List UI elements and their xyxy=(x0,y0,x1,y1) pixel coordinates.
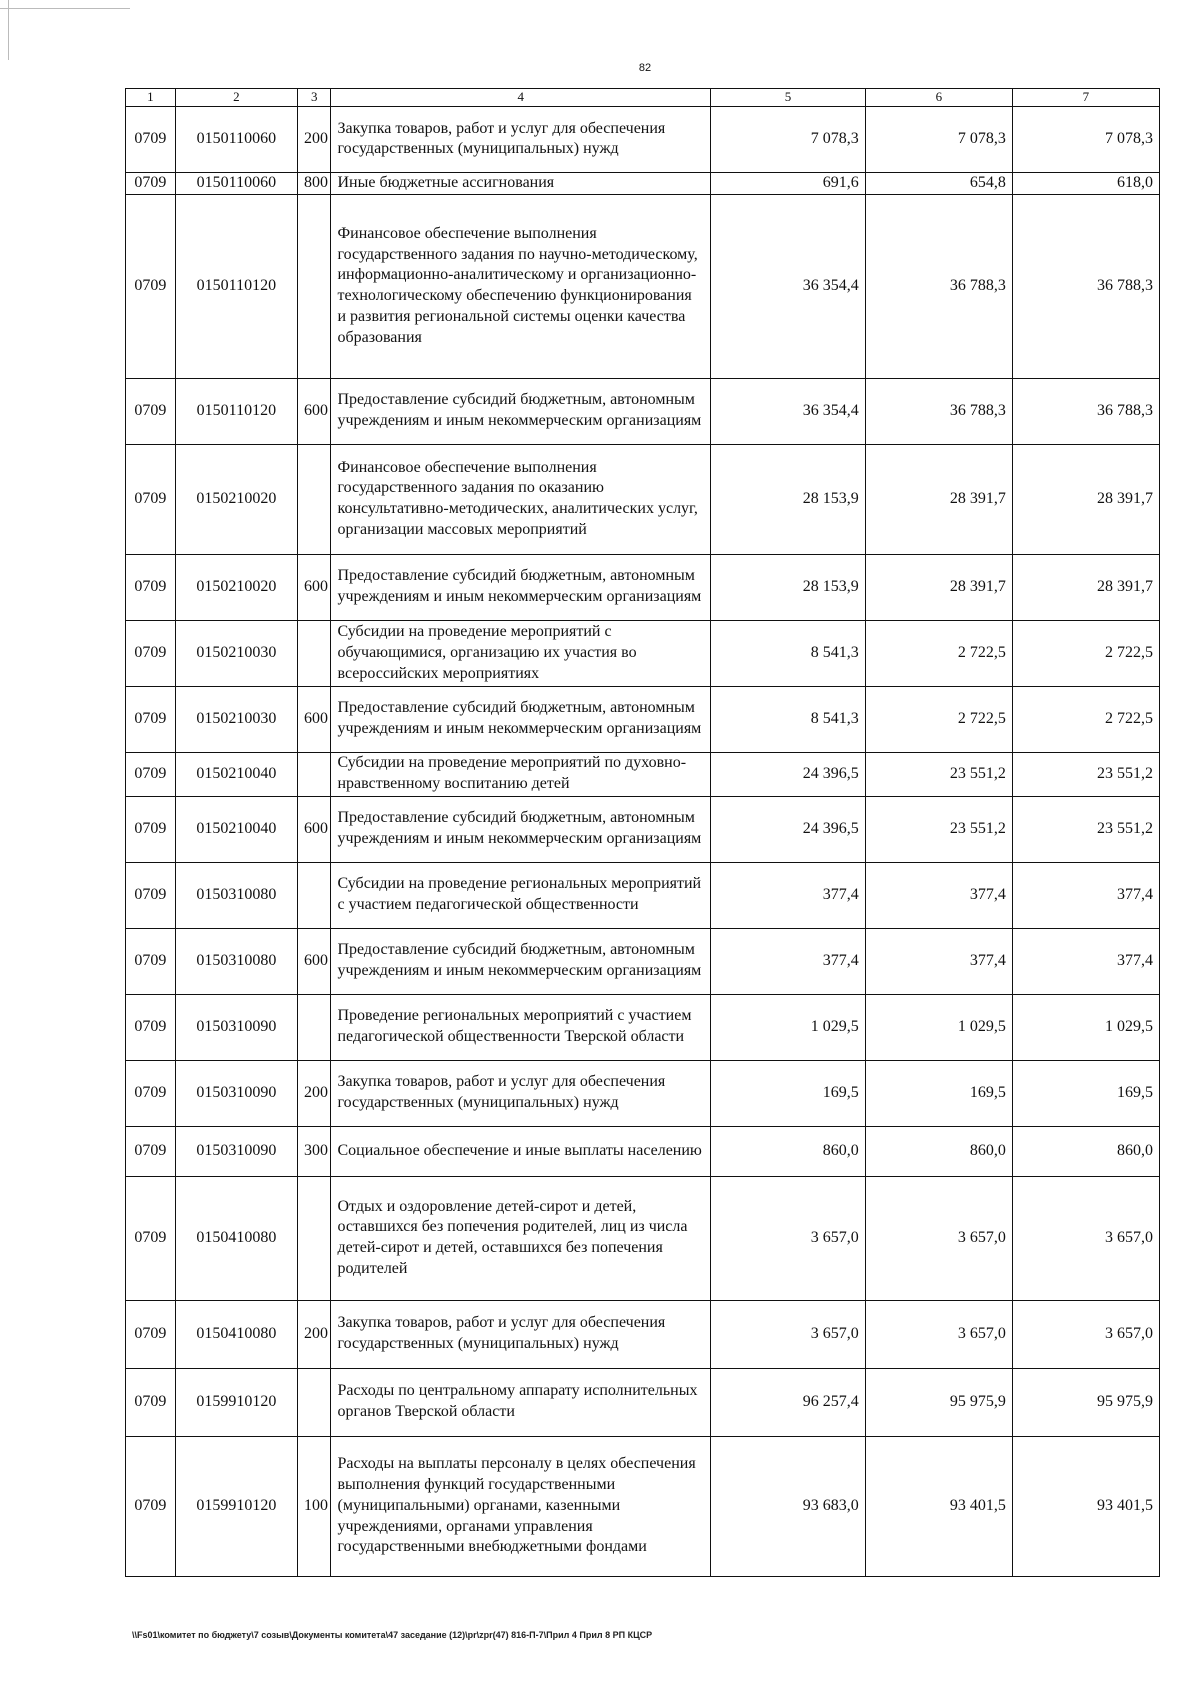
amount-year-3: 377,4 xyxy=(1012,862,1159,928)
amount-year-2: 95 975,9 xyxy=(865,1368,1012,1436)
table-row xyxy=(126,1176,1160,1300)
amount-year-1: 691,6 xyxy=(711,172,866,194)
target-code: 0150310080 xyxy=(175,928,297,994)
target-code: 0150110060 xyxy=(175,106,297,172)
amount-year-2: 2 722,5 xyxy=(865,686,1012,752)
amount-year-2: 2 722,5 xyxy=(865,620,1012,686)
amount-year-1: 28 153,9 xyxy=(711,554,866,620)
column-header: 2 xyxy=(175,89,297,107)
budget-table xyxy=(125,88,1160,1577)
amount-year-1: 377,4 xyxy=(711,928,866,994)
target-code: 0150310090 xyxy=(175,1060,297,1126)
item-name: Проведение региональных мероприятий с участием педагогической общественности Тверской области xyxy=(331,994,711,1060)
column-header: 1 xyxy=(126,89,176,107)
item-name: Финансовое обеспечение выполнения государственного задания по оказанию консультативно-методических, аналитических услуг, организации массовых мероприятий xyxy=(331,444,711,554)
target-code: 0150210020 xyxy=(175,444,297,554)
target-code: 0150210030 xyxy=(175,686,297,752)
item-name: Социальное обеспечение и иные выплаты населению xyxy=(331,1126,711,1176)
amount-year-2: 7 078,3 xyxy=(865,106,1012,172)
amount-year-2: 377,4 xyxy=(865,862,1012,928)
expense-type: 200 xyxy=(297,1300,331,1368)
amount-year-3: 93 401,5 xyxy=(1012,1436,1159,1576)
table-row xyxy=(126,1300,1160,1368)
section-code: 0709 xyxy=(126,620,176,686)
column-header: 7 xyxy=(1012,89,1159,107)
amount-year-2: 36 788,3 xyxy=(865,194,1012,378)
item-name: Закупка товаров, работ и услуг для обеспечения государственных (муниципальных) нужд xyxy=(331,106,711,172)
section-code: 0709 xyxy=(126,194,176,378)
amount-year-3: 377,4 xyxy=(1012,928,1159,994)
expense-type: 100 xyxy=(297,1436,331,1576)
section-code: 0709 xyxy=(126,554,176,620)
table-row xyxy=(126,1368,1160,1436)
section-code: 0709 xyxy=(126,378,176,444)
amount-year-3: 95 975,9 xyxy=(1012,1368,1159,1436)
amount-year-1: 28 153,9 xyxy=(711,444,866,554)
target-code: 0150210030 xyxy=(175,620,297,686)
section-code: 0709 xyxy=(126,1300,176,1368)
item-name: Предоставление субсидий бюджетным, автономным учреждениям и иным некоммерческим организациям xyxy=(331,928,711,994)
amount-year-1: 36 354,4 xyxy=(711,378,866,444)
column-header: 3 xyxy=(297,89,331,107)
amount-year-1: 1 029,5 xyxy=(711,994,866,1060)
amount-year-1: 93 683,0 xyxy=(711,1436,866,1576)
table-row xyxy=(126,928,1160,994)
item-name: Предоставление субсидий бюджетным, автономным учреждениям и иным некоммерческим организациям xyxy=(331,686,711,752)
table-row xyxy=(126,106,1160,172)
table-row xyxy=(126,994,1160,1060)
expense-type: 200 xyxy=(297,106,331,172)
section-code: 0709 xyxy=(126,862,176,928)
amount-year-2: 169,5 xyxy=(865,1060,1012,1126)
amount-year-3: 1 029,5 xyxy=(1012,994,1159,1060)
amount-year-2: 28 391,7 xyxy=(865,444,1012,554)
table-row xyxy=(126,554,1160,620)
amount-year-3: 2 722,5 xyxy=(1012,620,1159,686)
target-code: 0159910120 xyxy=(175,1436,297,1576)
section-code: 0709 xyxy=(126,686,176,752)
column-header: 5 xyxy=(711,89,866,107)
target-code: 0150210020 xyxy=(175,554,297,620)
table-row xyxy=(126,796,1160,862)
expense-type xyxy=(297,620,331,686)
amount-year-1: 24 396,5 xyxy=(711,796,866,862)
item-name: Отдых и оздоровление детей-сирот и детей, оставшихся без попечения родителей, лиц из числа детей-сирот и детей, оставшихся без попечения родителей xyxy=(331,1176,711,1300)
item-name: Расходы на выплаты персоналу в целях обеспечения выполнения функций государственными (муниципальными) органами, казенными учреждениями, органами управления государственными внебюджетными фондами xyxy=(331,1436,711,1576)
section-code: 0709 xyxy=(126,928,176,994)
expense-type xyxy=(297,1176,331,1300)
amount-year-3: 36 788,3 xyxy=(1012,378,1159,444)
table-row xyxy=(126,172,1160,194)
expense-type: 600 xyxy=(297,554,331,620)
amount-year-2: 1 029,5 xyxy=(865,994,1012,1060)
target-code: 0150410080 xyxy=(175,1300,297,1368)
amount-year-1: 377,4 xyxy=(711,862,866,928)
amount-year-1: 96 257,4 xyxy=(711,1368,866,1436)
expense-type: 600 xyxy=(297,796,331,862)
section-code: 0709 xyxy=(126,752,176,796)
item-name: Субсидии на проведение мероприятий по духовно-нравственному воспитанию детей xyxy=(331,752,711,796)
file-path-footer: \\Fs01\комитет по бюджету\7 созыв\Документы комитета\47 заседание (12)\pr\zpr(47) 816-П-7\Прил 4 Прил 8 РП КЦСР xyxy=(132,1630,653,1640)
amount-year-3: 860,0 xyxy=(1012,1126,1159,1176)
amount-year-1: 3 657,0 xyxy=(711,1300,866,1368)
amount-year-3: 7 078,3 xyxy=(1012,106,1159,172)
amount-year-3: 3 657,0 xyxy=(1012,1176,1159,1300)
expense-type: 600 xyxy=(297,686,331,752)
scan-edge-mark xyxy=(0,0,9,60)
item-name: Финансовое обеспечение выполнения государственного задания по научно-методическому, информационно-аналитическому и организационно-технологическому обеспечению функционирования и развития региональной системы оценки качества образования xyxy=(331,194,711,378)
target-code: 0150410080 xyxy=(175,1176,297,1300)
table-row xyxy=(126,620,1160,686)
amount-year-1: 8 541,3 xyxy=(711,620,866,686)
expense-type: 600 xyxy=(297,928,331,994)
amount-year-2: 36 788,3 xyxy=(865,378,1012,444)
target-code: 0150110120 xyxy=(175,378,297,444)
section-code: 0709 xyxy=(126,1436,176,1576)
table-row xyxy=(126,862,1160,928)
amount-year-2: 23 551,2 xyxy=(865,752,1012,796)
item-name: Расходы по центральному аппарату исполнительных органов Тверской области xyxy=(331,1368,711,1436)
target-code: 0150110060 xyxy=(175,172,297,194)
column-header: 4 xyxy=(331,89,711,107)
amount-year-3: 169,5 xyxy=(1012,1060,1159,1126)
section-code: 0709 xyxy=(126,1060,176,1126)
expense-type: 200 xyxy=(297,1060,331,1126)
expense-type: 300 xyxy=(297,1126,331,1176)
amount-year-3: 28 391,7 xyxy=(1012,444,1159,554)
expense-type xyxy=(297,444,331,554)
section-code: 0709 xyxy=(126,172,176,194)
item-name: Иные бюджетные ассигнования xyxy=(331,172,711,194)
amount-year-1: 36 354,4 xyxy=(711,194,866,378)
section-code: 0709 xyxy=(126,796,176,862)
expense-type xyxy=(297,752,331,796)
amount-year-3: 3 657,0 xyxy=(1012,1300,1159,1368)
target-code: 0150310090 xyxy=(175,1126,297,1176)
amount-year-1: 169,5 xyxy=(711,1060,866,1126)
item-name: Закупка товаров, работ и услуг для обеспечения государственных (муниципальных) нужд xyxy=(331,1300,711,1368)
amount-year-3: 618,0 xyxy=(1012,172,1159,194)
target-code: 0150210040 xyxy=(175,796,297,862)
amount-year-1: 8 541,3 xyxy=(711,686,866,752)
section-code: 0709 xyxy=(126,1368,176,1436)
item-name: Закупка товаров, работ и услуг для обеспечения государственных (муниципальных) нужд xyxy=(331,1060,711,1126)
table-row xyxy=(126,1126,1160,1176)
expense-type: 800 xyxy=(297,172,331,194)
amount-year-2: 93 401,5 xyxy=(865,1436,1012,1576)
amount-year-3: 23 551,2 xyxy=(1012,796,1159,862)
expense-type xyxy=(297,862,331,928)
item-name: Предоставление субсидий бюджетным, автономным учреждениям и иным некоммерческим организациям xyxy=(331,378,711,444)
expense-type xyxy=(297,994,331,1060)
section-code: 0709 xyxy=(126,1126,176,1176)
amount-year-1: 7 078,3 xyxy=(711,106,866,172)
expense-type: 600 xyxy=(297,378,331,444)
target-code: 0150310080 xyxy=(175,862,297,928)
amount-year-2: 23 551,2 xyxy=(865,796,1012,862)
target-code: 0150110120 xyxy=(175,194,297,378)
section-code: 0709 xyxy=(126,994,176,1060)
amount-year-3: 2 722,5 xyxy=(1012,686,1159,752)
table-row xyxy=(126,686,1160,752)
target-code: 0150210040 xyxy=(175,752,297,796)
expense-type xyxy=(297,1368,331,1436)
amount-year-2: 654,8 xyxy=(865,172,1012,194)
item-name: Субсидии на проведение мероприятий с обучающимися, организацию их участия во всероссийских мероприятиях xyxy=(331,620,711,686)
item-name: Предоставление субсидий бюджетным, автономным учреждениям и иным некоммерческим организациям xyxy=(331,554,711,620)
amount-year-3: 23 551,2 xyxy=(1012,752,1159,796)
section-code: 0709 xyxy=(126,1176,176,1300)
amount-year-2: 3 657,0 xyxy=(865,1300,1012,1368)
section-code: 0709 xyxy=(126,444,176,554)
table-row xyxy=(126,378,1160,444)
amount-year-2: 28 391,7 xyxy=(865,554,1012,620)
amount-year-1: 24 396,5 xyxy=(711,752,866,796)
table-row xyxy=(126,444,1160,554)
amount-year-2: 3 657,0 xyxy=(865,1176,1012,1300)
section-code: 0709 xyxy=(126,106,176,172)
table-row xyxy=(126,752,1160,796)
amount-year-2: 377,4 xyxy=(865,928,1012,994)
target-code: 0159910120 xyxy=(175,1368,297,1436)
column-header: 6 xyxy=(865,89,1012,107)
amount-year-1: 3 657,0 xyxy=(711,1176,866,1300)
amount-year-3: 28 391,7 xyxy=(1012,554,1159,620)
table-row xyxy=(126,1060,1160,1126)
expense-type xyxy=(297,194,331,378)
item-name: Предоставление субсидий бюджетным, автономным учреждениям и иным некоммерческим организациям xyxy=(331,796,711,862)
amount-year-3: 36 788,3 xyxy=(1012,194,1159,378)
amount-year-2: 860,0 xyxy=(865,1126,1012,1176)
scan-edge-mark xyxy=(0,0,130,9)
target-code: 0150310090 xyxy=(175,994,297,1060)
page-number: 82 xyxy=(638,62,652,74)
table-row xyxy=(126,194,1160,378)
amount-year-1: 860,0 xyxy=(711,1126,866,1176)
table-row xyxy=(126,1436,1160,1576)
item-name: Субсидии на проведение региональных мероприятий с участием педагогической общественности xyxy=(331,862,711,928)
header-row xyxy=(126,89,1160,107)
